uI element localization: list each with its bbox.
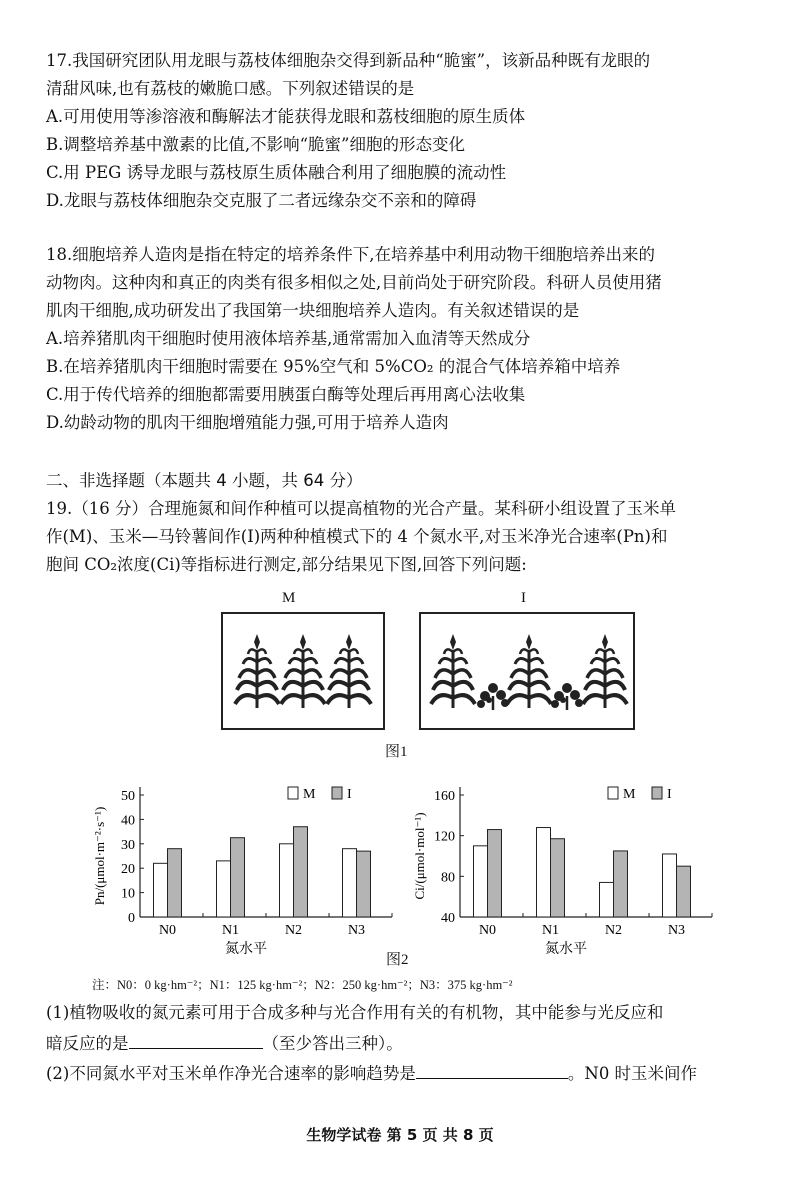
fig1-caption: 图1 xyxy=(385,744,408,760)
pn-ytick-label-1: 10 xyxy=(121,886,135,902)
answer-blank-2[interactable] xyxy=(416,1062,568,1079)
pn-ytick-label-3: 30 xyxy=(121,837,135,853)
pn-bar-I-N3 xyxy=(357,851,371,917)
q19-stem-line3: 胞间 CO₂浓度(Ci)等指标进行测定,部分结果见下图,回答下列问题: xyxy=(46,555,527,574)
q18-option-b: B.在培养猪肌肉干细胞时需要在 95%空气和 5%CO₂ 的混合气体培养箱中培养 xyxy=(46,357,621,376)
ci-legend-swatch-M xyxy=(608,787,618,799)
ci-legend-label-M: M xyxy=(623,787,636,802)
pn-legend-swatch-I xyxy=(332,787,342,799)
pn-xtick-label-N0: N0 xyxy=(158,923,177,938)
q19-stem-line1: 19.（16 分）合理施氮和间作种植可以提高植物的光合产量。某科研小组设置了玉米单 xyxy=(46,499,676,518)
pn-bar-M-N2 xyxy=(280,844,294,917)
q18-stem-line3: 肌肉干细胞,成功研发出了我国第一块细胞培养人造肉。有关叙述错误的是 xyxy=(46,301,580,320)
answer-blank-1[interactable] xyxy=(129,1032,263,1049)
q17-stem-line1: 17.我国研究团队用龙眼与荔枝体细胞杂交得到新品种“脆蜜”，该新品种既有龙眼的 xyxy=(46,51,651,70)
pn-xtick-label-N3: N3 xyxy=(347,923,366,938)
fig1-monoculture-panel xyxy=(221,612,385,730)
pn-legend-label-I: I xyxy=(347,787,352,802)
q18-stem-line1: 18.细胞培养人造肉是指在特定的培养条件下,在培养基中利用动物干细胞培养出来的 xyxy=(46,245,655,264)
q19-part1-line1: (1)植物吸收的氮元素可用于合成多种与光合作用有关的有机物，其中能参与光反应和 xyxy=(46,1003,664,1022)
ci-bar-M-N0 xyxy=(474,846,488,917)
ci-bar-I-N0 xyxy=(488,830,502,917)
q17-stem-line2: 清甜风味,也有荔枝的嫩脆口感。下列叙述错误的是 xyxy=(46,79,415,98)
q19-part2-prefix: (2)不同氮水平对玉米单作净光合速率的影响趋势是 xyxy=(46,1064,416,1083)
q19-stem-line2: 作(M)、玉米—马铃薯间作(I)两种种植模式下的 4 个氮水平,对玉米净光合速率(Pn)和 xyxy=(46,527,668,546)
fig1-label-m: M xyxy=(282,590,296,606)
ci-xtick-label-N3: N3 xyxy=(667,923,686,938)
ci-bar-chart xyxy=(400,775,720,975)
ci-bar-I-N3 xyxy=(677,866,691,917)
ci-xtick-label-N2: N2 xyxy=(604,923,623,938)
q19-part1-suffix: （至少答出三种）。 xyxy=(262,1034,403,1053)
pn-bar-M-N1 xyxy=(217,861,231,917)
q19-part1-prefix: 暗反应的是 xyxy=(46,1034,129,1053)
ci-ylabel: Ci/(μmol·mol⁻¹) xyxy=(412,812,427,900)
q18-option-c: C.用于传代培养的细胞都需要用胰蛋白酶等处理后再用离心法收集 xyxy=(46,385,526,404)
nitrogen-levels-note: 注：N0：0 kg·hm⁻²；N1：125 kg·hm⁻²；N2：250 kg·hm⁻²；N3：375 kg·hm⁻² xyxy=(92,978,513,992)
ci-bar-M-N1 xyxy=(537,828,551,917)
q18-option-a: A.培养猪肌肉干细胞时使用液体培养基,通常需加入血清等天然成分 xyxy=(46,329,531,348)
q19-part2-line xyxy=(46,1062,697,1085)
q17-option-b: B.调整培养基中激素的比值,不影响“脆蜜”细胞的形态变化 xyxy=(46,135,465,154)
pn-bar-chart xyxy=(80,775,400,975)
corn-potato-illustration xyxy=(421,614,633,728)
pn-legend-swatch-M xyxy=(288,787,298,799)
q17-option-c: C.用 PEG 诱导龙眼与荔枝原生质体融合利用了细胞膜的流动性 xyxy=(46,163,507,182)
pn-bar-I-N0 xyxy=(168,849,182,917)
fig1-intercrop-panel xyxy=(419,612,635,730)
q17-option-d: D.龙眼与荔枝体细胞杂交克服了二者远缘杂交不亲和的障碍 xyxy=(46,191,477,210)
ci-bar-I-N1 xyxy=(551,839,565,917)
ci-ytick-label-1: 80 xyxy=(441,870,455,886)
pn-ytick-label-4: 40 xyxy=(121,813,135,829)
ci-legend-label-I: I xyxy=(667,787,672,802)
ci-xlabel: 氮水平 xyxy=(545,942,587,957)
ci-ytick-label-2: 120 xyxy=(434,829,455,845)
fig2-caption: 图2 xyxy=(386,952,409,968)
ci-ytick-label-3: 160 xyxy=(434,789,455,804)
pn-xlabel: 氮水平 xyxy=(225,942,267,957)
pn-xtick-label-N2: N2 xyxy=(284,923,303,938)
ci-xtick-label-N1: N1 xyxy=(541,923,560,938)
ci-ytick-label-0: 40 xyxy=(441,911,455,926)
corn-plants-illustration xyxy=(223,614,383,728)
pn-bar-I-N2 xyxy=(294,827,308,917)
ci-bar-M-N2 xyxy=(600,882,614,917)
ci-legend-swatch-I xyxy=(652,787,662,799)
pn-bar-M-N3 xyxy=(343,849,357,917)
ci-bar-I-N2 xyxy=(614,851,628,917)
pn-ytick-label-0: 0 xyxy=(128,911,135,926)
fig1-label-i: I xyxy=(521,590,526,606)
page-footer: 生物学试卷 第 5 页 共 8 页 xyxy=(306,1126,494,1144)
pn-bar-M-N0 xyxy=(154,863,168,917)
pn-bar-I-N1 xyxy=(231,838,245,917)
q19-part1-line2 xyxy=(46,1032,403,1055)
section-heading: 二、非选择题（本题共 4 小题，共 64 分） xyxy=(46,471,363,490)
q18-option-d: D.幼龄动物的肌肉干细胞增殖能力强,可用于培养人造肉 xyxy=(46,413,449,432)
ci-bar-M-N3 xyxy=(663,854,677,917)
pn-xtick-label-N1: N1 xyxy=(221,923,240,938)
q19-part2-suffix: 。N0 时玉米间作 xyxy=(567,1064,698,1083)
pn-legend-label-M: M xyxy=(303,787,316,802)
pn-ytick-label-5: 50 xyxy=(121,789,135,804)
q17-option-a: A.可用使用等渗溶液和酶解法才能获得龙眼和荔枝细胞的原生质体 xyxy=(46,107,526,126)
q18-stem-line2: 动物肉。这种肉和真正的肉类有很多相似之处,目前尚处于研究阶段。科研人员使用猪 xyxy=(46,273,662,292)
pn-ylabel: Pn/(μmol·m⁻²·s⁻¹) xyxy=(92,806,107,906)
ci-xtick-label-N0: N0 xyxy=(478,923,497,938)
pn-ytick-label-2: 20 xyxy=(121,862,135,878)
